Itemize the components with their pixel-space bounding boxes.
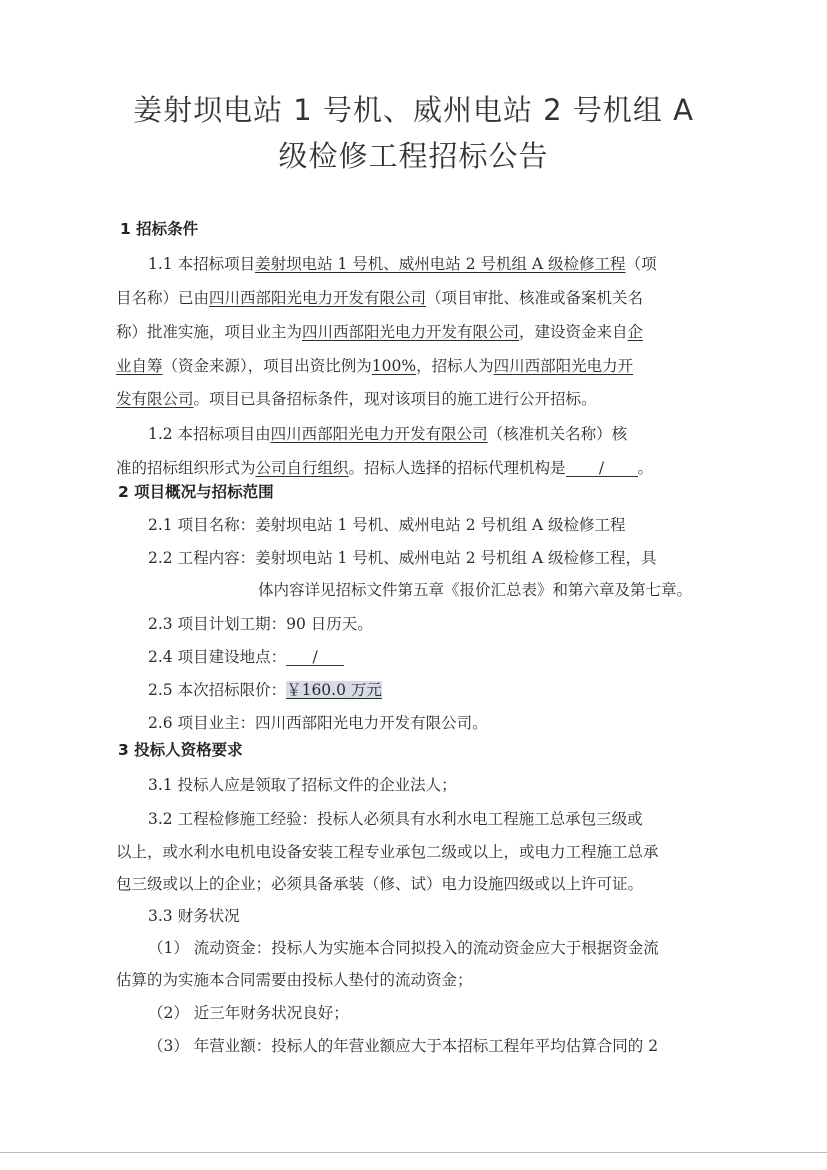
para-1-1-line-5: [116, 389, 597, 409]
text: 。招标人选择的招标代理机构是: [348, 459, 566, 477]
para-2-5: [148, 680, 382, 700]
para-1-1-line-2: [116, 288, 643, 308]
document-title-line-2: 级检修工程招标公告: [278, 139, 549, 173]
para-1-1-line-3: [116, 322, 643, 342]
text: 目名称）已由: [116, 289, 210, 307]
text: 1.1 本招标项目: [148, 255, 256, 273]
text: 。: [637, 459, 654, 477]
para-3-3-1-line-1: （1） 流动资金：投标人为实施本合同拟投入的流动资金应大于根据资金流: [148, 939, 659, 957]
text: 。项目已具备招标条件，现对该项目的施工进行公开招标。: [193, 390, 597, 408]
approver-name: 四川西部阳光电力开发有限公司: [209, 289, 427, 307]
project-name: 姜射坝电站 1 号机、威州电站 2 号机组 A 级检修工程: [255, 255, 626, 273]
agent-blank: /: [566, 458, 638, 477]
section-1-heading: 1 招标条件: [120, 220, 199, 238]
text: 2.5 本次招标限价：: [148, 681, 287, 699]
fund-source: 企: [627, 323, 644, 341]
text: （资金来源），项目出资比例为: [162, 357, 372, 375]
para-1-1-line-4: [116, 356, 633, 376]
para-1-1-line-1: [148, 254, 657, 274]
para-3-2-line-2: 以上，或水利水电机电设备安装工程专业承包二级或以上，或电力工程施工总承: [116, 843, 659, 861]
document-title-line-1: 姜射坝电站 1 号机、威州电站 2 号机组 A: [133, 93, 694, 127]
para-3-2-line-1: 3.2 工程检修施工经验：投标人必须具有水利水电工程施工总承包三级或: [148, 810, 643, 828]
text: 准的招标组织形式为: [116, 459, 256, 477]
tender-form: 公司自行组织: [255, 459, 349, 477]
text: （项: [625, 255, 657, 273]
tenderer-name: 四川西部阳光电力开: [493, 357, 634, 375]
para-2-4: [148, 647, 344, 667]
location-blank: /: [286, 647, 344, 666]
funding-ratio: 100%: [371, 357, 417, 375]
text: 1.2 本招标项目由: [148, 425, 271, 443]
para-1-2-line-1: [148, 424, 627, 444]
para-2-3: 2.3 项目计划工期：90 日历天。: [148, 615, 373, 633]
fund-source: 业自筹: [116, 357, 163, 375]
para-3-2-line-3: 包三级或以上的企业；必须具备承装（修、试）电力设施四级或以上许可证。: [116, 875, 644, 893]
approval-org: 四川西部阳光电力开发有限公司: [270, 425, 488, 443]
para-3-3-3: （3） 年营业额：投标人的年营业额应大于本招标工程年平均估算合同的 2: [148, 1037, 659, 1055]
para-2-1: 2.1 项目名称：姜射坝电站 1 号机、威州电站 2 号机组 A 级检修工程: [148, 516, 626, 534]
owner-name: 四川西部阳光电力开发有限公司: [302, 323, 520, 341]
para-3-3: 3.3 财务状况: [148, 907, 240, 925]
para-2-2-line-2: 体内容详见招标文件第五章《报价汇总表》和第六章及第七章。: [258, 581, 693, 599]
text: （核准机关名称）核: [487, 425, 628, 443]
para-2-2-line-1: 2.2 工程内容：姜射坝电站 1 号机、威州电站 2 号机组 A 级检修工程，具: [148, 549, 657, 567]
para-3-3-2: （2） 近三年财务状况良好；: [148, 1004, 349, 1022]
tenderer-name: 发有限公司: [116, 390, 194, 408]
text: （项目审批、核准或备案机关名: [426, 289, 644, 307]
para-2-6: 2.6 项目业主：四川西部阳光电力开发有限公司。: [148, 714, 488, 732]
para-1-2-line-2: [116, 458, 653, 478]
para-3-1: 3.1 投标人应是领取了招标文件的企业法人；: [148, 776, 457, 794]
para-3-3-1-line-2: 估算的为实施本合同需要由投标人垫付的流动资金；: [116, 971, 473, 989]
text: 2.4 项目建设地点：: [148, 648, 287, 666]
text: 称）批准实施，项目业主为: [116, 323, 303, 341]
text: ，招标人为: [416, 357, 494, 375]
section-3-heading: 3 投标人资格要求: [118, 741, 243, 759]
price-limit: ￥160.0 万元: [286, 681, 382, 699]
text: ，建设资金来自: [519, 323, 628, 341]
section-2-heading: 2 项目概况与招标范围: [118, 483, 274, 501]
page-bottom-rule: [0, 1152, 827, 1153]
